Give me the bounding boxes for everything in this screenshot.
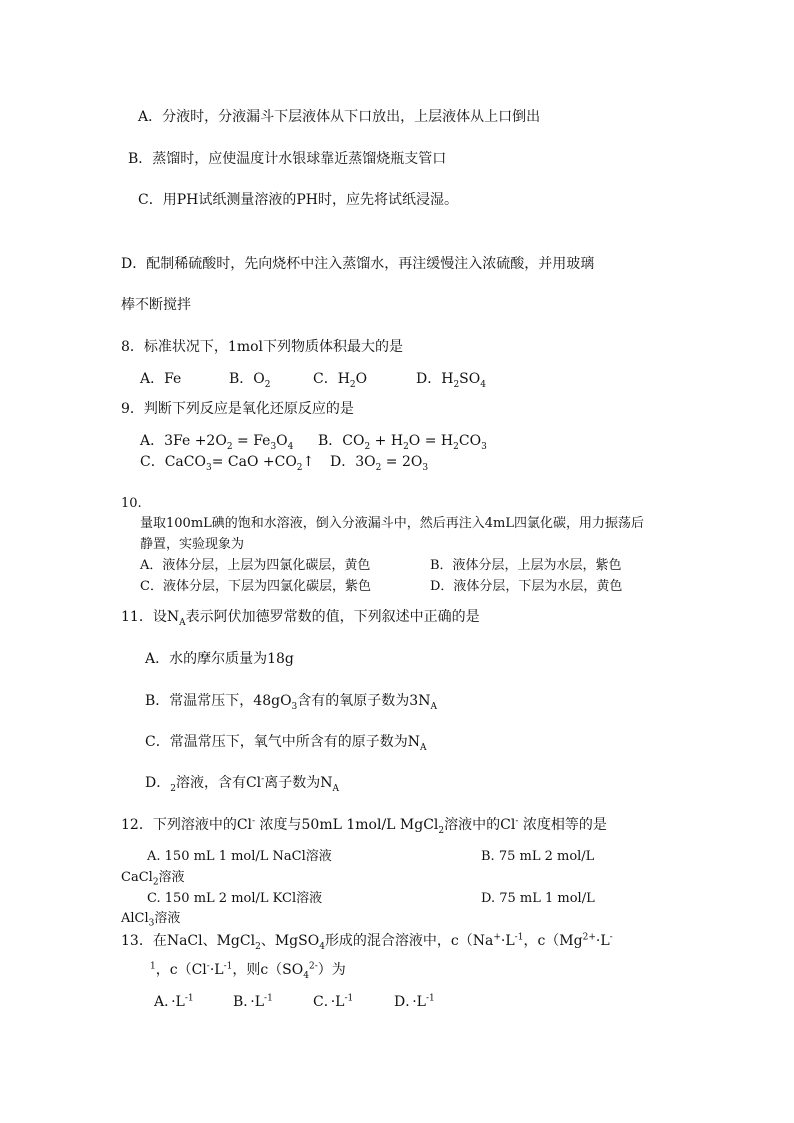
q10-number: 10.	[121, 496, 142, 511]
q7-option-c: C．用PH试纸测量溶液的PH时，应先将试纸浸湿。	[138, 192, 458, 208]
q11-option-a: A．水的摩尔质量为18g	[145, 651, 294, 667]
q10-option-d: D．液体分层，下层为水层，黄色	[430, 579, 623, 594]
q11-option-c: C．常温常压下，氧气中所含有的原子数为$N_A$	[145, 734, 427, 753]
q8-option-c: C．$H_2O$	[313, 371, 368, 390]
q13-option-c: C．$\cdot L^{-1}$	[313, 993, 354, 1010]
q10-option-b: B．液体分层，上层为水层，紫色	[430, 558, 622, 573]
q7-option-a: A．分液时，分液漏斗下层液体从下口放出，上层液体从上口倒出	[138, 109, 541, 125]
q8-option-a: A．Fe	[140, 371, 182, 387]
q13-stem-line1: 13．在NaCl、MgCl$_2$、MgSO$_4$形成的混合溶液中，$c(Na^+\cdot L^{-1}$，$c(Mg^{2+}\cdot L^-$	[121, 932, 613, 952]
q12-option-b-line2: CaCl$_2$溶液	[121, 870, 185, 888]
q7-option-d-line1: D．配制稀硫酸时，先向烧杯中注入蒸馏水，再注缓慢注入浓硫酸，并用玻璃	[121, 256, 595, 272]
q11-option-b: B．常温常压下，$48gO_3$含有的氧原子数为$3N_A$	[145, 693, 437, 712]
q12-option-d-line2: AlCl$_3$溶液	[121, 911, 181, 929]
q8-option-d: D．$H_2SO_4$	[416, 371, 486, 390]
q11-option-d: D．$_2$溶液，含有Cl-离子数为$N_A$	[145, 774, 339, 794]
q11-stem: 11．设$N_A$表示阿伏加德罗常数的值，下列叙述中正确的是	[121, 609, 480, 628]
q9-option-d: D．$3O_2 = 2O_3$	[330, 454, 429, 473]
q13-option-d: D．$\cdot L^{-1}$	[394, 993, 435, 1010]
q12-stem: 12．下列溶液中的Cl- 浓度与50mL 1mol/L MgCl$_2$溶液中的Cl- 浓度相等的是	[121, 816, 607, 836]
q12-option-a: A. 150 mL 1 mol/L NaCl溶液	[147, 849, 332, 864]
q7-option-b: B．蒸馏时，应使温度计水银球靠近蒸馏烧瓶支管口	[128, 151, 447, 167]
q10-option-c: C．液体分层，下层为四氯化碳层，紫色	[140, 579, 371, 594]
q9-option-c: C．CaCO$_3$= CaO $+CO_2↑$	[140, 454, 315, 473]
q13-option-b: B．$\cdot L^{-1}$	[233, 993, 273, 1010]
q12-option-c: C. 150 mL 2 mol/L KCl溶液	[147, 891, 323, 906]
q13-stem-line2: $^1$，$c(Cl^-\cdot L^{-1}$，则$c(SO_4^{2-})$为	[150, 961, 346, 981]
q12-option-b-line1: B. 75 mL 2 mol/L	[481, 849, 595, 864]
q9-option-b: B．$CO_2 + H_2O = H_2CO_3$	[318, 433, 487, 452]
q12-option-d-line1: D. 75 mL 1 mol/L	[481, 891, 595, 906]
q7-option-d-line2: 棒不断搅拌	[121, 297, 191, 313]
q10-stem-line2: 静置，实验现象为	[140, 537, 245, 552]
q9-stem: 9．判断下列反应是氧化还原反应的是	[121, 401, 354, 417]
q13-option-a: A．$\cdot L^{-1}$	[154, 993, 194, 1010]
q8-option-b: B．$O_2$	[229, 371, 271, 390]
q9-option-a: A．$3Fe +2O_2 = Fe_3O_4$	[140, 433, 294, 452]
q8-stem: 8．标准状况下，1mol下列物质体积最大的是	[121, 339, 403, 355]
q10-stem-line1: 量取100mL碘的饱和水溶液，倒入分液漏斗中，然后再注入4mL四氯化碳，用力振荡后	[140, 516, 645, 531]
q10-option-a: A．液体分层，上层为四氯化碳层，黄色	[140, 558, 371, 573]
